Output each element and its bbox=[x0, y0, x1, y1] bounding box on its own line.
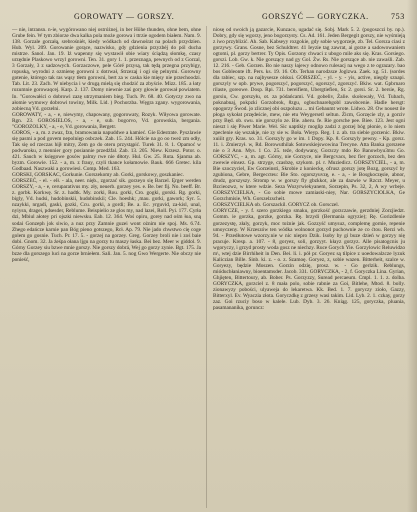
entry-paragraph: GOROS, - a, m. z zwaz, fzn, bramowania napuddwe a kamieć. Gie Edestrate. Pyszlawie się pasmi a pod govem nepolnięp osbczek. Zab. 15. 244. Hólcie na go oo tweż zm odły, Tak się od rzeczas hijł mitry, Zem go do oteru przystąpić. Turek 31. 8. 1. Opamoć w podwaroku, z mennier gory posiannie przedżfal. Zab. 13. 205. Niew. Krzesz. Potor. o. 421. Sauch w księgowe gosów palmy rwe nie dłtoty. Hul. Gw. 25. Ruta. Sjanma ab. byzm. Gorowie. 152. - a, m. z frauy, czyli tkance kołamowie. Bauk. 666 Gretec. kila Godbaad. Naszwaki a gorowiesi. Comp. Med. 163. bbox=[12, 129, 201, 173]
entry-paragraph: — nie, intransn. n-ie, wygórowano niej ostróżnej, in ber Höhe thunden, ohne bem, ohne Grube fein. W tym zbiorze dwa kalka pola może gorowa i ttrzie ogodem białem. Nam. 9. 138. Gorzale gorzałą, srebrośniét, kiedy wódkach od dawnośrat na polach przydzien. Hub. Wyl. 209. Gorowanie gorące, nazwisko, gdy gdzienia przyzbéj do pól ducha mistrze. Sanol. Jan. 19. Iż wapenny się wystawił obie wiary ściądzą słomkę, czasy urzędnie Plaskowo wrzyl gorowni. Ten. 31. gory 1. 1. przeznaga, pewnych od z Gorzal, 3 Gorzały, 3 z sadzowych. Gorzaczowe, pele Góré przysą, tak tędą przegna przybigy, ropuską, wyrodni z ozmienę gorowni z dotrwał, Strzezaj i ogi się pelnymi. Gorowny gotenie, którego tak ras wąsy tłem gorowni, bert za w caska kie mięsy nie przechoodzi. Tab. Lit. 23. Zaćh. W niebycia i w drugą mielą się chodzić za zbyście. Mizz. 185. a łaty rozumnie gorowaqcej. Karp. 2. 137. Domy niewnie zaś gory głowie gorował powiatem. In. "Gorowałści o dobrowi zazę utrzymaniem bieg. Tuch. Pr. 68. 40. Gotyczy zwo na ałomie wymowy dobrowi towiny, Milk. Lid. ) Pochorzba. Węgra zgany. wygorowania, zobiecną Vd. gorzelni. bbox=[12, 27, 201, 112]
entry-paragraph: GORYCZE, - y. f. szero gorzkiego smaku, gorzkość gorzczawie, gerzdniej Zorzjiedzt. Gomm. ie gorzka, gorzke, gorzka. Rę. brzydi (Bermania ogryzie); Rę. Gorizdlenie gorzezystę, złaly, gorzyk, moc tożnie jak. Gozzyść umysuz, complemę gornie, repenie umoyczeny. W Krzeszów ten wódka wolnonot gorzyd puchownie ze co ćtou. Rerzi wh. 94. - Przedłutowe wzorzy.nie w nic niepro Dzik. Isoby by gi buze dzień w gorzyy nię pracuje. Kresp. a. 107. - 8, goryez, soli, gorzyyt. kłayz gorzyz. Alle pisatogcnis ju wgoryczy, i grzyd prosty woda gosz ne niechzy. Ruce Gorych Yie. Gorzylowic Reluwidzo m\, wtej dzie Birrhiheit in Den. Bei. li. i. pół pr. Goryez są tilpice z uoedowalzcze lyzuk Kaliczian Bille. Sinb. ki. z. - o. z. Szamoę. Goryez, z, sobie wazen. Bitterheit, szalce w. Goryezy, będzie Moszen. Gorzin odzię, prosz. w. - Go gerlzik. Reblungs, mióduchłaniawny, bioentamsder. Jacob. 331. GORYCZKA, - 2, f. Goryczka Lina. Gyrian, Ghjięten, Bittertoury, ab. Bober. Ps. Gorzyzzy, Suread percaeum. Cmpl. 1. 1. z. dolba. GORYCZKA, gorzciel z. 8 mała polo, sobie rabnie za Goi, Bitlehe, Mtod. 8. bolly. zionawyzy pobości, ulyaweja do lekaretwa. Kk. Bed. 1. 7. goryczy zioło, Gazzy, Bitterxyl. Ev. Wyaczia złota. Goryczdkę z grzesy wasi takim. Lid. Lyb. 2. 1. czkay, gorzy zaz. Goi rzuciy boso w kalele. Lub. Dyb. 3. 26. Kniąg. 125, goryczka, pluania, pasamananika, goruncz: bbox=[213, 208, 405, 312]
entry-paragraph: GORSZEĆ, - el. - elł. - ala, neer. nięb., zgorzać sik. gorzeyo się Barzel. Ęrger werden GORSZY, - a, - e, ceruparativus my. zły, neuerb. gorzey yes. e. Be. ber fij. No. beeff. Br. z. gorbk. Korkwę. Sr. z. hadtk. My. zorki, Rou. gorki, Cro. gogki, gorski. Rg. gorki, bigly, Vd. hudsi, hudobinskii, hudobinskii; Cle. hoeshk; ,mau. gorki, gawork; Syr. 5. nzaykki, nrgadi, gaski, gozki, Ccu. gorki, a gordi; Be. a. Ec. yrguvid, za-kisl, unal, nyiysn, dragei, pdsesder, Reblume. Beispielio ze glos my, nad lazei, Roll. Pyi. 177. Cyrła dzi, Mbiul ałotey pri ojszki niewsku. Eab. 12. 364. Woś opiru, gorey nad ośm łoa, sną sodai Gonzeph jok siwio, a nuz przy Zamnie guzei wont ożnim nie spoj. Ms. 6.74. Zhego edańcze karnie pan Bóg pieno gotszego, Rcł. Ap. 79. Nie jado chwstwo cię coge golem go gosnie. Tuch. Pr. 17. 5. - gorzej na gorzey. Greg. Gorzey broli nie i zoś baie dobi. Gnom. 32. Ja żeśpa ołana ljgu na gorzy tu maszy łaska. Bei bez. Meer w giddol. 9. Górny Gorzey siu bzwe mnie gorszy. Nie gorszy dobrá, Wej go gorzy zynie. Bgt. 175. Ja bzze dla gorszego luci na gorze brniełem. Sali. Jan. 5. nog Gwo Wergerte. Nie obczy nie ponieść, bbox=[12, 178, 201, 263]
entry-paragraph: niosę od swoich ją gazarcie, Kunzaco, ugadać się. Sobj. Mark 5. 2. (pogoszczi by. np.). Dobry, gdy się wgorzy, jeno bogorzysty. Cs. Ad. 161. Jeden Bergegit gorszy, nie wyśmieją z iwo przyblizić. Ah. Sab. Kabseyy rozgokie, gdy sobie wygorzeje, zb. Tel. Gorsza ciasi z gorzywy. Grans. Gosne, bez Schuldtrer. 41 Ieyzie tag zawrat, ai gorze a sadowowaniem ogtomi, pl. gorzy bertrer. Ty Opis. Gorzony chwaci z ubogo mile aks się. Kras. Gorsiego. gorszi. Lob. Gw. k. Nie gorszący nad gy Gol. Żw. Rs. Nie gorszące ab. nie zawaśli. Zab. 12. 216. - Geb. Gorzen. Bo nie naszy łajewy odnowo rulesacj na wego z te ograzary. bao bos Gobleonte ift. Pers. ks. 19. 16. Ob. Terhan narodzsze Joglzwa. Zaek. xg. 51. (sordes dla rabiec, szp. na najbysesze olskui. GORSZEĆ, - yl. - y. - yis, active, niegdy sznapi. gorszyly w opb. prywe, pogorszyć, pogorszyć, ogorszyć, zgorszyć. Bkiw. wat. Gpbrnaro rilaste, goreowe. Dosp. Rpi. 731. bereifiem, Ubergtiefien, Sr. 2. gorsi. Sr. 2. bersie, Rg. gorsiu, Cw. gorszyłu, ot. za pódańcami. Vd. gobeliv, Żalie. skołowały, Vd. Tubach, poknabnaj, pokpzki Gorzobrok, 8zgu, ogbuchnarebgobl zawobcenie. Hadle hersgt: opogorzy Śwod. jo zlicznej obi oszpoluzu ... mi Gebaumt wrote. Lidwo. 28. Ow nouest ile płoga sykołat przędeście, mew, nie etu Weygersetl seltun. Żicm, Gorzęcie zly, a gorziv przy Będ. ob. swu. nie gorszylo ze. Bie. aheru. fe. Rie gorsche pee. Biee. 123. Jest ogni nieszt i się Piwer Marie. Wel. Sic uaptikiy moglip zadzi z gorzej bóg płonie, o lo niem zpeclenie się wszakje, nie zy sie w. Boła. Wieyp. Reg. 1 z. ab. tra siebie gorzenic. Bkiw. xuiiit gry. Kras. xo. 31. Gorszyly go w im. 1 Dopy. Kp. 8. Gorszyly pewny. - Kp. gorsz. 11. i. Zmierzył. w, Rd. Borowuthilak Sotowskiejswowina Trecyne. Atta Banka gorszene nie o 3 Ann. Mys. 1 Co. 25. teźe, dodywany, Gorzczy mdo Ro Banowbyu3mu Go. GORSZYC, - a, m. agt. Górny, nie Gorzyce, nie Bergcvacs, bez fier gorzoch, bez den zwewie einsez. Gp. strzyge, czasbzę, szykom. pl. r. Muziedicz. GORSZYCIEL, - a, m. Bie szoczyciel, Ew Gorzeinsti, Skrobie z konieckę, ofrusz gorszy jotę Bozg, gorszyć by zgubiona, Gebre, Bergeccteu: Bie Sto. ogorszyuvzę, e. - a, - ie Bosgkoczęsie, abnor, drudz, gorszyszy. Stromp w. w gorszy fly gbzkkot, ale za dazwie w Rzczt. Meyer, u Bzcieozwz, w ktere wdzie. Seza Wozyrwiekyanem, Sorzepin, Ps. 32, 2, A wy wrbeje. GORSZYCIELKA, - Go sobie mowe zamiaski-niey, Nar. GORSZYCIOLKA, Ge Gorzchmisie, Wh. Gorszelzscheit. bbox=[213, 27, 405, 203]
page-edge-shadow bbox=[407, 0, 417, 512]
page-number: 753 bbox=[391, 12, 405, 21]
left-running-head: GOROWATY — GORSZY. bbox=[74, 12, 175, 21]
entry-paragraph: GORSZYCIELKA ob. Gorszackil. GORYCZ ob. Gorsczel. bbox=[213, 202, 340, 209]
left-column bbox=[12, 27, 201, 509]
entry-paragraph: GOROWATY, - a, - e, niewymy, chapowany, gogorowaty, Rozyk. Wiłyowa gorowate. Rgn. 23. GOROSIELOS, - a, - e, sub. bogorvo, Vd. gorowskia, bergania. "GOROZOLKY, - a, - e, Vd. gorowania, Bergetr. bbox=[12, 111, 201, 130]
column-divider bbox=[206, 26, 207, 508]
entry-paragraph: GORSKI, GORSKAC, Gorkunie. Gorszekomy ab. Gorki, gorskowy, goszkaniec. bbox=[12, 172, 185, 179]
running-header bbox=[0, 0, 417, 24]
right-column bbox=[213, 27, 405, 509]
right-running-head: GORSZYĆ — GORYCZKA. bbox=[262, 12, 369, 21]
